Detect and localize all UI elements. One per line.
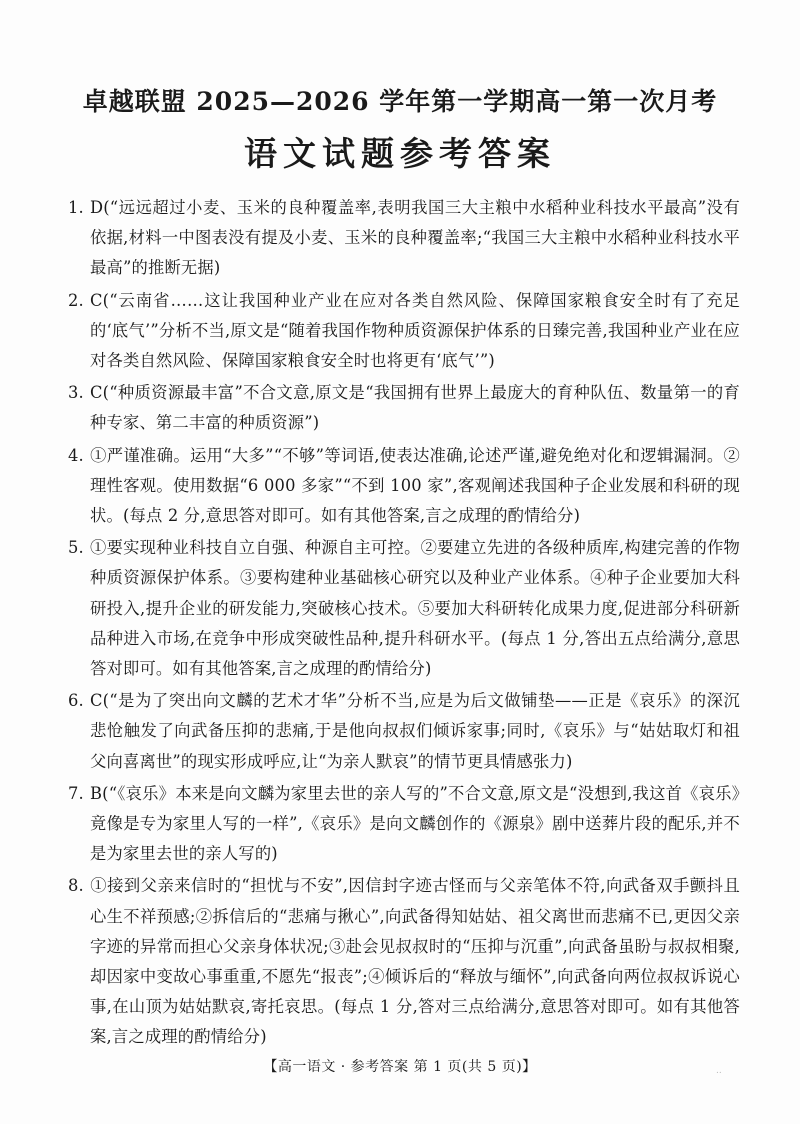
- answer-text: ①要实现种业科技自立自强、种源自主可控。②要建立先进的各级种质库,构建完善的作物种质资源保护体系。③要构建种业基础核心研究以及种业产业体系。④种子企业要加大科研投入,提升企业的研发能力,突破核心技术。⑤要加大科研转化成果力度,促进部分科研新品种进入市场,在竞争中形成突破性品种,提升科研水平。(每点 1 分,答出五点给满分,意思答对即可。如有其他答案,言之成理的酌情给分): [90, 538, 740, 679]
- answer-item: [68, 779, 740, 870]
- answer-item: [68, 286, 740, 377]
- answer-item: [68, 441, 740, 532]
- answer-item: [68, 193, 740, 284]
- exam-title: 卓越联盟 2025—2026 学年第一学期高一第一次月考: [82, 87, 718, 116]
- answer-number: 4.: [68, 445, 84, 465]
- answer-number: 6.: [68, 691, 84, 711]
- answer-item: [68, 533, 740, 684]
- answer-text: ①严谨准确。运用“大多”“不够”等词语,使表达准确,论述严谨,避免绝对化和逻辑漏洞。②理性客观。使用数据“6 000 多家”“不到 100 家”,客观阐述我国种子企业发展和科研的现状。(每点 2 分,意思答对即可。如有其他答案,言之成理的酌情给分): [90, 445, 740, 526]
- page-footer: 【高一语文 · 参考答案 第 1 页(共 5 页)】: [263, 1059, 537, 1075]
- answer-number: 1.: [68, 198, 84, 217]
- answer-text: C(“是为了突出向文麟的艺术才华”分析不当,应是为后文做铺垫——正是《哀乐》的深沉悲怆触发了向武备压抑的悲痛,于是他向叔叔们倾诉家事;同时,《哀乐》与“姑姑取灯和祖父向喜离世”的现实形成呼应,让“为亲人默哀”的情节更具情感张力): [90, 691, 740, 771]
- answer-text: B(“《哀乐》本来是向文麟为家里去世的亲人写的”不合文意,原文是“没想到,我这首《哀乐》竟像是专为家里人写的一样”,《哀乐》是向文麟创作的《源泉》剧中送葬片段的配乐,并不是为家里去世的亲人写的): [90, 783, 740, 864]
- answer-number: 2.: [68, 290, 84, 310]
- answer-number: 3.: [68, 383, 84, 403]
- answer-number: 8.: [68, 876, 84, 896]
- answer-item: [68, 378, 740, 438]
- answer-text: C(“种质资源最丰富”不合文意,原文是“我国拥有世界上最庞大的育种队伍、数量第一的育种专家、第二丰富的种质资源”): [90, 383, 740, 433]
- answer-item: [68, 686, 740, 777]
- answer-list: [68, 193, 740, 1055]
- answer-text: ①接到父亲来信时的“担忧与不安”,因信封字迹古怪而与父亲笔体不符,向武备双手颤抖且心生不祥预感;②拆信后的“悲痛与揪心”,向武备得知姑姑、祖父离世而悲痛不已,更因父亲字迹的异常而担心父亲身体状况;③赴会见叔叔时的“压抑与沉重”,向武备虽盼与叔叔相聚,却因家中变故心事重重,不愿先“报丧”;④倾诉后的“释放与缅怀”,向武备向两位叔叔诉说心事,在山顶为姑姑默哀,寄托哀思。(每点 1 分,答对三点给满分,意思答对即可。如有其他答案,言之成理的酌情给分): [90, 876, 740, 1047]
- exam-subtitle: 语文试题参考答案: [244, 134, 556, 173]
- answer-number: 5.: [68, 538, 84, 558]
- answer-item: [68, 871, 740, 1052]
- answer-text: D(“远远超过小麦、玉米的良种覆盖率,表明我国三大主粮中水稻种业科技水平最高”没有依据,材料一中图表没有提及小麦、玉米的良种覆盖率;“我国三大主粮中水稻种业科技水平最高”的推断无据): [90, 198, 740, 278]
- answer-number: 7.: [68, 783, 84, 803]
- scan-mark: ..: [716, 1066, 722, 1076]
- answer-text: C(“云南省……这让我国种业产业在应对各类自然风险、保障国家粮食安全时有了充足的‘底气’”分析不当,原文是“随着我国作物种质资源保护体系的日臻完善,我国种业产业在应对各类自然风险、保障国家粮食安全时也将更有‘底气’”): [90, 290, 740, 371]
